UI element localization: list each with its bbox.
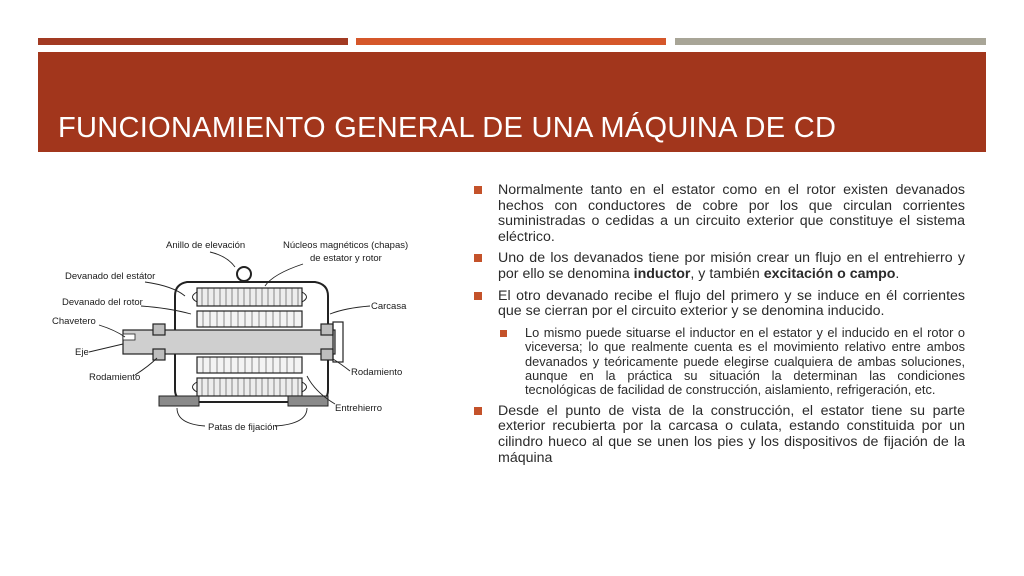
label-patas: Patas de fijación	[208, 422, 278, 433]
label-nucleos-2: de estator y rotor	[310, 253, 382, 264]
accent-stripe-dark	[38, 38, 348, 45]
label-rodamiento-izq: Rodamiento	[89, 372, 141, 383]
slide-title: FUNCIONAMIENTO GENERAL DE UNA MÁQUINA DE CD	[58, 112, 837, 144]
label-anillo: Anillo de elevación	[166, 240, 246, 251]
bullet-4-text: Desde el punto de vista de la construcción, el estator tiene su parte exterior recubierta por la carcasa o culata, estando constituida por un cilindro hueco al que se unen los pies y los dispositivos de fijación de la máquina	[498, 402, 965, 466]
bullet-3-text: El otro devanado recibe el flujo del primero y se induce en él corrientes que se cierran por el circuito exterior y se denomina inducido.	[498, 287, 965, 320]
dc-machine-diagram	[45, 234, 415, 439]
bullet-square-icon	[474, 407, 482, 415]
label-carcasa: Carcasa	[371, 301, 407, 312]
label-rodamiento-der: Rodamiento	[351, 367, 403, 378]
label-entrehierro: Entrehierro	[335, 403, 382, 414]
accent-stripe-gray	[675, 38, 986, 45]
bullet-2-pre: Uno de los devanados tiene por misión crear un flujo en el entrehierro y por ello se denomina	[498, 250, 965, 282]
bullet-square-icon	[474, 292, 482, 300]
accent-stripe-orange	[356, 38, 666, 45]
bullet-3	[473, 289, 965, 320]
label-devanado-estator: Devanado del estátor	[65, 271, 156, 282]
bullet-4	[473, 404, 965, 466]
label-chavetero: Chavetero	[52, 316, 96, 327]
sub-bullet-1	[473, 326, 965, 398]
bullet-square-icon	[500, 330, 507, 337]
bullet-2-bold-excitacion: excitación o campo	[763, 265, 896, 282]
sub-bullet-1-text: Lo mismo puede situarse el inductor en el estator y el inducido en el rotor o viceversa; lo que realmente cuenta es el movimiento relativo entre ambos devanados y teóricamente puede elegirse cualquiera de ambas soluciones, aunque en la práctica su situación la determinan las condiciones tecnológicas de facilidad de construcción, aislamiento, refrigeración, etc.	[525, 324, 965, 398]
bullet-1-text: Normalmente tanto en el estator como en el rotor existen devanados hechos con conductores de cobre por los que circulan corrientes suministradas o cedidas a un circuito exterior que constituye el sistema eléctrico.	[498, 182, 965, 245]
label-nucleos-1: Núcleos magnéticos (chapas)	[283, 240, 409, 251]
bullet-2	[473, 251, 965, 282]
bullet-square-icon	[474, 186, 482, 194]
bullet-1	[473, 183, 965, 245]
bullet-2-bold-inductor: inductor	[633, 265, 691, 282]
bullet-2-mid: , y también	[690, 265, 764, 282]
bullet-2-post: .	[895, 265, 900, 282]
label-devanado-rotor: Devanado del rotor	[62, 297, 143, 308]
title-banner	[38, 52, 986, 152]
machine-drawing	[123, 267, 343, 406]
content-bullets	[473, 183, 965, 472]
bullet-square-icon	[474, 254, 482, 262]
label-eje: Eje	[75, 347, 89, 358]
